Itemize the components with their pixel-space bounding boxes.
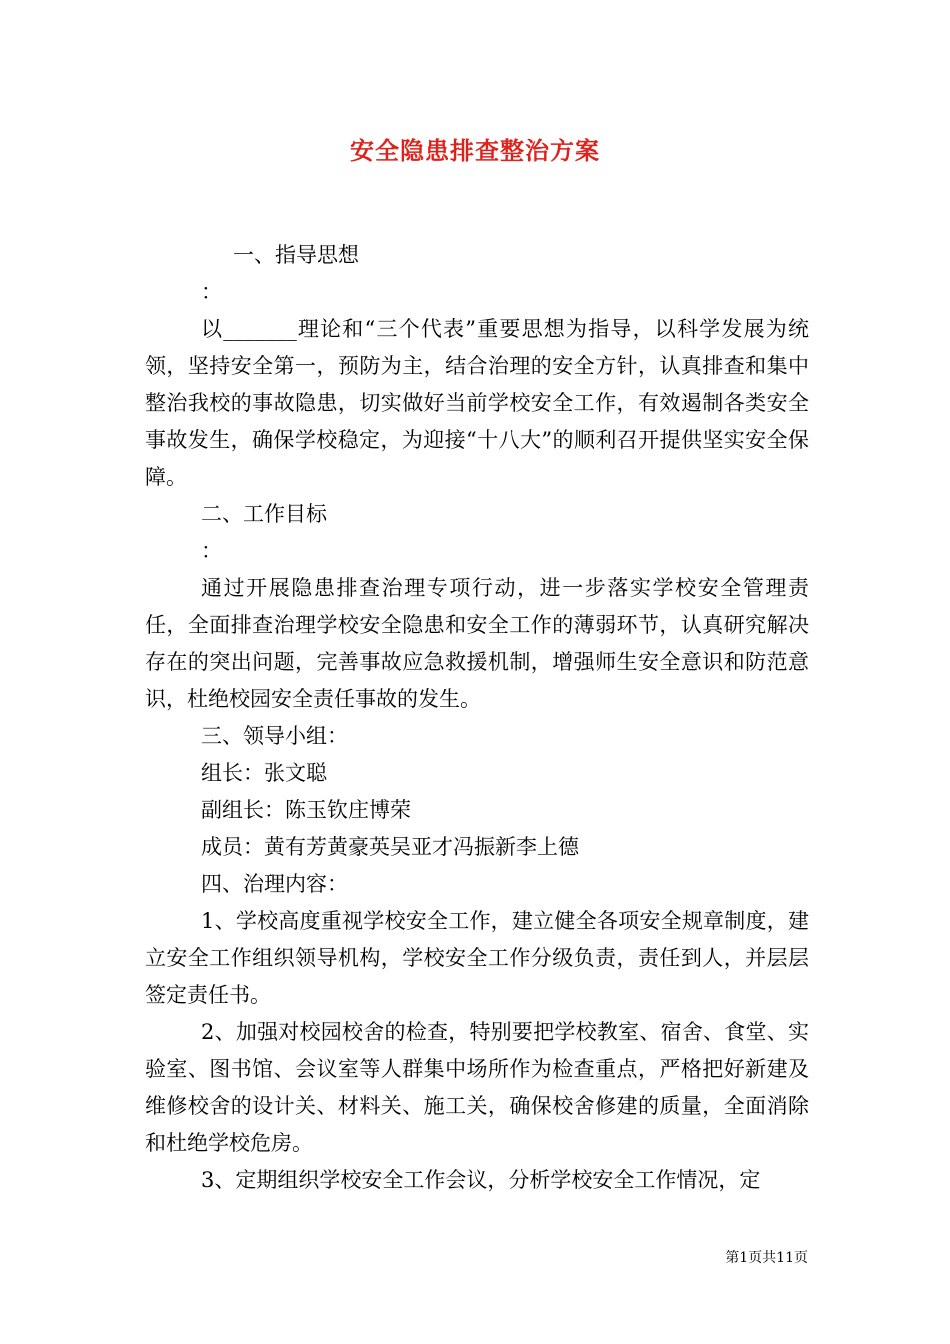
leadership-deputy: 副组长：陈玉钦庄博荣: [201, 798, 411, 822]
section-colon: ：: [201, 539, 222, 563]
leadership-members: 成员：黄有芳黄豪英吴亚才冯振新李上德: [201, 835, 579, 859]
section-paragraph-work-goals: 通过开展隐患排查治理专项行动，进一步落实学校安全管理责任，全面排查治理学校安全隐患和安全工作的薄弱环节，认真研究解决存在的突出问题，完善事故应急救援机制，增强师生安全意识和防范意识，杜绝校园安全责任事故的发生。: [145, 576, 809, 711]
governance-item: 1、学校高度重视学校安全工作，建立健全各项安全规章制度，建立安全工作组织领导机构，学校安全工作分级负责，责任到人，并层层签定责任书。: [145, 909, 809, 1007]
leadership-leader: 组长：张文聪: [201, 761, 327, 785]
section-heading-work-goals: 二、工作目标: [201, 502, 327, 526]
page-number-footer: 第1页共11页: [725, 1250, 808, 1266]
section-heading-guiding-ideology: 一、指导思想: [233, 243, 359, 267]
document-body: [145, 237, 809, 1199]
section-colon: ：: [201, 280, 222, 304]
section-heading-governance-content: 四、治理内容：: [201, 872, 348, 896]
governance-item: 3、定期组织学校安全工作会议，分析学校安全工作情况，定: [201, 1168, 761, 1192]
document-title: 安全隐患排查整治方案: [350, 136, 600, 165]
section-paragraph-guiding-ideology: 以_______理论和“三个代表”重要思想为指导，以科学发展为统领，坚持安全第一，预防为主，结合治理的安全方针，认真排查和集中整治我校的事故隐患，切实做好当前学校安全工作，有效遏制各类安全事故发生，确保学校稳定，为迎接“十八大”的顺利召开提供坚实安全保障。: [145, 317, 809, 489]
governance-item: 2、加强对校园校舍的检查，特别要把学校教室、宿舍、食堂、实验室、图书馆、会议室等人群集中场所作为检查重点，严格把好新建及维修校舍的设计关、材料关、施工关，确保校舍修建的质量，全面消除和杜绝学校危房。: [145, 1020, 809, 1155]
section-heading-leadership-group: 三、领导小组：: [201, 724, 348, 748]
